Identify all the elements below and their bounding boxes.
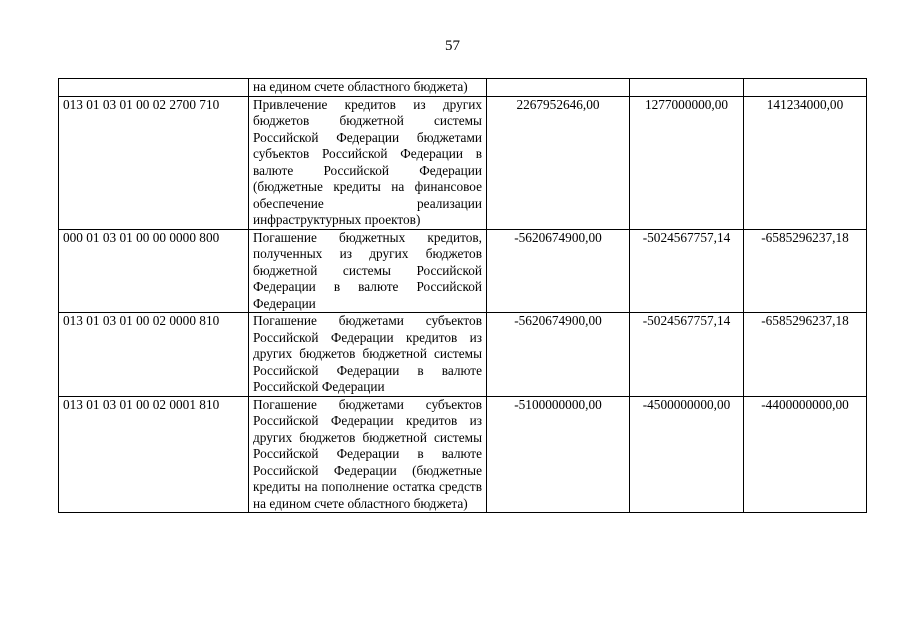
amount-year-2-cell: -5024567757,14 (630, 313, 744, 397)
table-row (59, 313, 867, 397)
source-name-cell: на едином счете областного бюджета) (249, 79, 487, 97)
amount-year-3-cell: -4400000000,00 (744, 396, 867, 513)
amount-year-1-cell: -5620674900,00 (487, 313, 630, 397)
amount-year-2-cell: -5024567757,14 (630, 229, 744, 313)
classification-code-cell: 013 01 03 01 00 02 0001 810 (59, 396, 249, 513)
table-row (59, 396, 867, 513)
source-name-cell: Погашение бюджетами субъектов Российской Федерации кредитов из других бюджетов бюджетной системы Российской Федерации в валюте Российской Федерации (249, 313, 487, 397)
table-row (59, 229, 867, 313)
source-name-cell: Погашение бюджетных кредитов, полученных из других бюджетов бюджетной системы Российской Федерации в валюте Российской Федерации (249, 229, 487, 313)
amount-year-1-cell: -5620674900,00 (487, 229, 630, 313)
amount-year-2-cell: -4500000000,00 (630, 396, 744, 513)
table-row (59, 96, 867, 229)
amount-year-3-cell: -6585296237,18 (744, 313, 867, 397)
budget-sources-table (58, 78, 867, 513)
classification-code-cell (59, 79, 249, 97)
amount-year-1-cell (487, 79, 630, 97)
source-name-cell: Привлечение кредитов из других бюджетов бюджетной системы Российской Федерации бюджетами субъектов Российской Федерации в валюте Российской Федерации (бюджетные кредиты на финансовое обеспечение реализации инфраструктурных проектов) (249, 96, 487, 229)
table-row (59, 79, 867, 97)
amount-year-1-cell: -5100000000,00 (487, 396, 630, 513)
page-number: 57 (445, 38, 460, 54)
source-name-cell: Погашение бюджетами субъектов Российской Федерации кредитов из других бюджетов бюджетной системы Российской Федерации в валюте Российской Федерации (бюджетные кредиты на пополнение остатка средств на едином счете областного бюджета) (249, 396, 487, 513)
amount-year-2-cell: 1277000000,00 (630, 96, 744, 229)
amount-year-3-cell: 141234000,00 (744, 96, 867, 229)
classification-code-cell: 013 01 03 01 00 02 0000 810 (59, 313, 249, 397)
amount-year-3-cell: -6585296237,18 (744, 229, 867, 313)
classification-code-cell: 000 01 03 01 00 00 0000 800 (59, 229, 249, 313)
amount-year-2-cell (630, 79, 744, 97)
amount-year-3-cell (744, 79, 867, 97)
amount-year-1-cell: 2267952646,00 (487, 96, 630, 229)
classification-code-cell: 013 01 03 01 00 02 2700 710 (59, 96, 249, 229)
